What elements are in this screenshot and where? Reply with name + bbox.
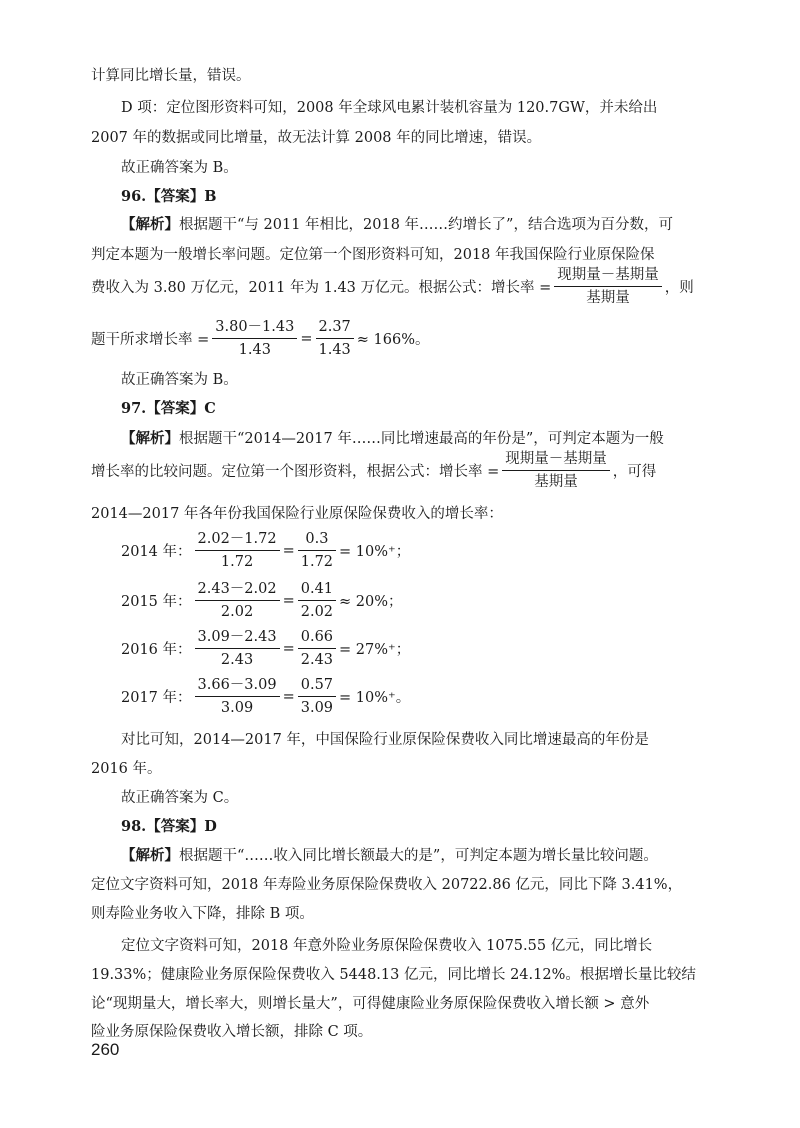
text-line: 定位文字资料可知，2018 年意外险业务原保险保费收入 1075.55 亿元，同比增长	[121, 938, 653, 954]
formula-line: 费收入为 3.80 万亿元，2011 年为 1.43 万亿元。根据公式：增长率 = $\frac{\text{现期量－基期量}}{\text{基期量}}$ ，则	[91, 267, 694, 306]
fraction: $\frac{0.41}{2.02}$	[298, 580, 336, 621]
calc-2016: 2016 年： $\frac{3.09-2.43}{2.43}$ = $\frac{0.66}{2.43}$ = 27%⁺；	[121, 629, 411, 668]
fraction: $\frac{2.02-1.72}{1.72}$	[195, 530, 280, 571]
answer-conclusion: 故正确答案为 B。	[121, 160, 238, 176]
page-number: 260	[91, 1040, 120, 1059]
text-line: D 项：定位图形资料可知，2008 年全球风电累计装机容量为 120.7GW，并未给出	[121, 100, 658, 116]
text-line: 则寿险业务收入下降，排除 B 项。	[91, 906, 314, 922]
answer-heading-98: 98.【答案】D	[121, 818, 217, 835]
formula-line: 题干所求增长率 = $\frac{3.80-1.43}{1.43}$ = $\frac{2.37}{1.43}$ ≈ 166%。	[91, 319, 430, 358]
calc-2015: 2015 年： $\frac{2.43-2.02}{2.02}$ = $\frac{0.41}{2.02}$ ≈ 20%；	[121, 581, 403, 620]
fraction: $\frac{2.37}{1.43}$	[316, 318, 354, 359]
fraction: $\frac{3.09-2.43}{2.43}$	[195, 628, 280, 669]
analysis-tag: 【解析】	[121, 847, 179, 864]
answer-heading-96: 96.【答案】B	[121, 188, 217, 205]
fraction: $\frac{3.66-3.09}{3.09}$	[195, 676, 280, 717]
answer-heading-97: 97.【答案】C	[121, 400, 216, 417]
calc-2017: 2017 年： $\frac{3.66-3.09}{3.09}$ = $\frac{0.57}{3.09}$ = 10%⁺。	[121, 677, 411, 716]
text-line: 定位文字资料可知，2018 年寿险业务原保险保费收入 20722.86 亿元，同比下降 3.41%，	[91, 877, 683, 893]
fraction: $\frac{3.80-1.43}{1.43}$	[212, 318, 297, 359]
text-line: 判定本题为一般增长率问题。定位第一个图形资料可知，2018 年我国保险行业原保险保	[91, 247, 655, 263]
text-line: 计算同比增长量，错误。	[91, 68, 251, 84]
growth-rate-formula: $\frac{\text{现期量－基期量}}{\text{基期量}}$	[554, 266, 662, 307]
text-line: 险业务原保险保费收入增长额，排除 C 项。	[91, 1024, 373, 1040]
text-line: 【解析】根据题干“……收入同比增长额最大的是”，可判定本题为增长量比较问题。	[121, 847, 658, 864]
fraction: $\frac{0.66}{2.43}$	[298, 628, 336, 669]
text-line: 19.33%；健康险业务原保险保费收入 5448.13 亿元，同比增长 24.12%。根据增长量比较结	[91, 967, 696, 983]
text-line: 2016 年。	[91, 761, 162, 777]
analysis-tag: 【解析】	[121, 430, 179, 447]
growth-rate-formula: $\frac{\text{现期量－基期量}}{\text{基期量}}$	[502, 450, 610, 491]
fraction: $\frac{0.57}{3.09}$	[298, 676, 336, 717]
text-line: 对比可知，2014—2017 年，中国保险行业原保险保费收入同比增速最高的年份是	[121, 732, 649, 748]
analysis-tag: 【解析】	[121, 216, 179, 233]
text-line: 【解析】根据题干“与 2011 年相比，2018 年……约增长了”，结合选项为百分数，可	[121, 216, 673, 233]
answer-conclusion: 故正确答案为 C。	[121, 790, 239, 806]
text-line: 2007 年的数据或同比增量，故无法计算 2008 年的同比增速，错误。	[91, 130, 542, 146]
text-line: 论“现期量大，增长率大，则增长量大”，可得健康险业务原保险保费收入增长额 > 意外	[91, 996, 650, 1012]
fraction: $\frac{0.3}{1.72}$	[298, 530, 336, 571]
text-line: 【解析】根据题干“2014—2017 年……同比增速最高的年份是”，可判定本题为一般	[121, 430, 664, 447]
formula-line: 增长率的比较问题。定位第一个图形资料，根据公式：增长率 = $\frac{\text{现期量－基期量}}{\text{基期量}}$ ，可得	[91, 451, 657, 490]
answer-conclusion: 故正确答案为 B。	[121, 372, 238, 388]
text-line: 2014—2017 年各年份我国保险行业原保险保费收入的增长率：	[91, 506, 503, 522]
calc-2014: 2014 年： $\frac{2.02-1.72}{1.72}$ = $\frac{0.3}{1.72}$ = 10%⁺；	[121, 531, 411, 570]
fraction: $\frac{2.43-2.02}{2.02}$	[195, 580, 280, 621]
